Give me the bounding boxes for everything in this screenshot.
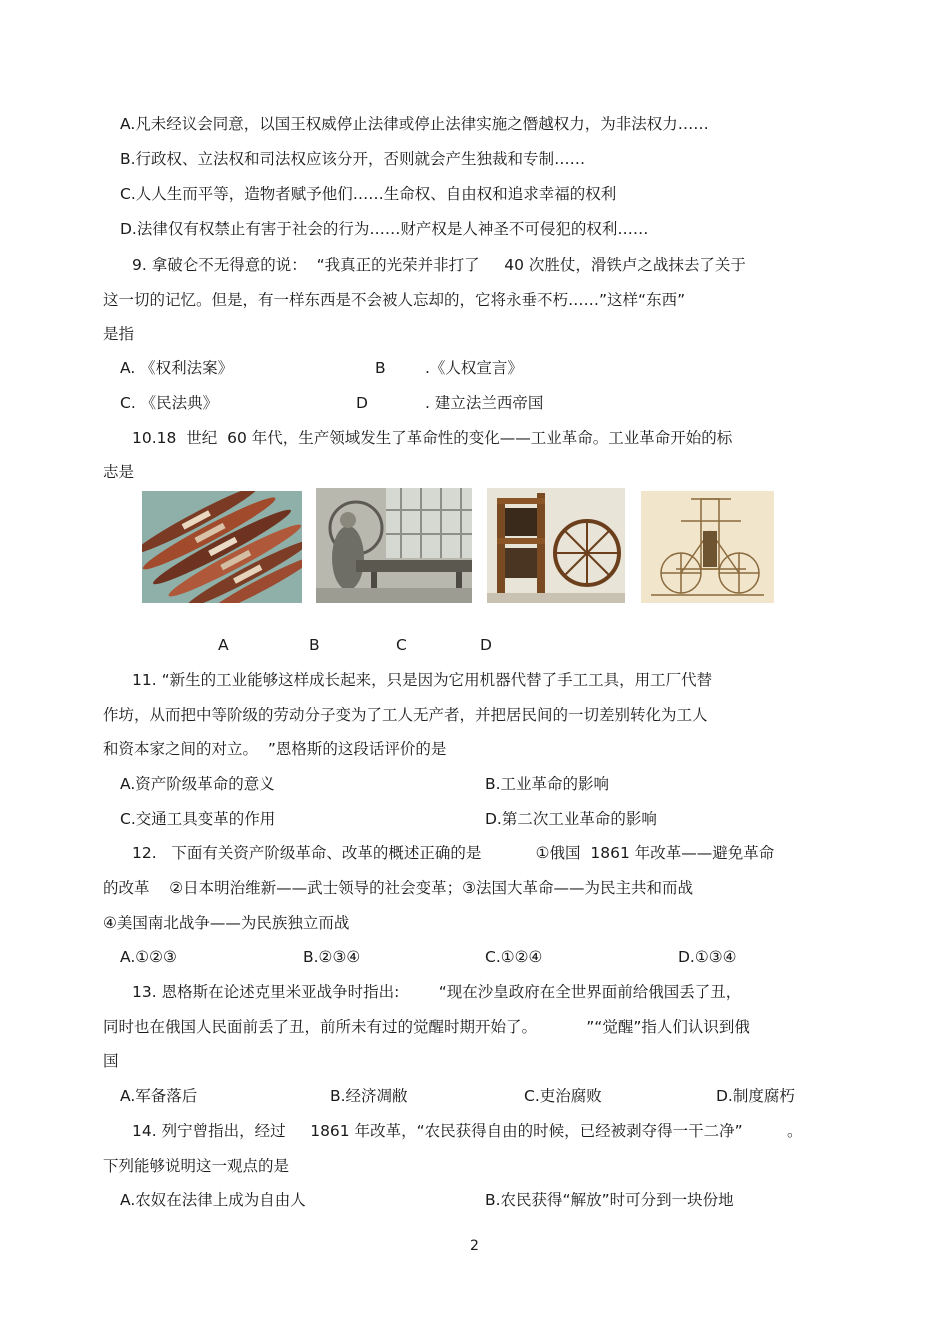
q11-option-d: D.第二次工业革命的影响: [485, 810, 657, 828]
q9-option-b: .《人权宣言》: [425, 359, 523, 377]
image-steam-engine-drawing: [641, 491, 774, 603]
q11-option-c: C.交通工具变革的作用: [120, 810, 276, 828]
q13-stem-line1: 13. 恩格斯在论述克里米亚战争时指出: “现在沙皇政府在全世界面前给俄国丢了丑，: [132, 983, 742, 1001]
q11-option-b: B.工业革命的影响: [485, 775, 610, 793]
q10-label-a: A: [218, 636, 229, 654]
q13-option-a: A.军备落后: [120, 1087, 198, 1105]
q13-stem-line2: 同时也在俄国人民面前丢了丑，前所未有过的觉醒时期开始了。 ”“觉醒”指人们认识到俄: [103, 1018, 750, 1036]
q14-stem-line1: 14. 列宁曾指出，经过 1861 年改革，“农民获得自由的时候，已经被剥夺得一干二净” 。: [132, 1122, 803, 1140]
q9-option-d: . 建立法兰西帝国: [425, 394, 544, 412]
q13-stem-line3: 国: [103, 1052, 119, 1070]
q11-option-a: A.资产阶级革命的意义: [120, 775, 275, 793]
q9-option-c: C. 《民法典》: [120, 394, 219, 412]
q10-label-b: B: [309, 636, 320, 654]
q12-option-c: C.①②④: [485, 948, 543, 966]
q9-stem-line2: 这一切的记忆。但是，有一样东西是不会被人忘却的，它将永垂不朽……”这样“东西”: [103, 291, 686, 309]
q13-option-b: B.经济凋敝: [330, 1087, 408, 1105]
q14-option-b: B.农民获得“解放”时可分到一块份地: [485, 1191, 734, 1209]
q10-label-c: C: [396, 636, 407, 654]
q9-stem-line1: 9. 拿破仑不无得意的说： “我真正的光荣并非打了 40 次胜仗，滑铁卢之战抹去了关于: [132, 256, 746, 274]
q10-label-d: D: [480, 636, 492, 654]
q14-option-a: A.农奴在法律上成为自由人: [120, 1191, 306, 1209]
q12-option-b: B.②③④: [303, 948, 361, 966]
q12-stem-line3: ④美国南北战争——为民族独立而战: [103, 914, 350, 932]
q11-stem-line1: 11. “新生的工业能够这样成长起来，只是因为它用机器代替了手工工具，用工厂代替: [132, 671, 713, 689]
q12-option-d: D.①③④: [678, 948, 737, 966]
q8-option-a: A.凡未经议会同意，以国王权威停止法律或停止法律实施之僭越权力，为非法权力……: [120, 115, 709, 133]
q14-stem-line2: 下列能够说明这一观点的是: [103, 1157, 290, 1175]
q9-option-b-letter: B: [375, 359, 386, 377]
q11-stem-line3: 和资本家之间的对立。 ”恩格斯的这段话评价的是: [103, 740, 447, 758]
q8-option-c: C.人人生而平等，造物者赋予他们……生命权、自由权和追求幸福的权利: [120, 185, 617, 203]
q10-stem-line1: 10.18 世纪 60 年代，生产领域发生了革命性的变化——工业革命。工业革命开始的标: [132, 429, 733, 447]
q8-option-b: B.行政权、立法权和司法权应该分开，否则就会产生独裁和专制……: [120, 150, 586, 168]
q12-stem-line2: 的改革 ②日本明治维新——武士领导的社会变革；③法国大革命——为民主共和而战: [103, 879, 694, 897]
q13-option-d: D.制度腐朽: [716, 1087, 795, 1105]
image-water-frame: [487, 488, 625, 603]
q13-option-c: C.吏治腐败: [524, 1087, 602, 1105]
image-flying-shuttles: [142, 491, 302, 603]
q10-stem-line2: 志是: [103, 463, 135, 481]
q8-option-d: D.法律仅有权禁止有害于社会的行为……财产权是人神圣不可侵犯的权利……: [120, 220, 649, 238]
q9-option-d-letter: D: [356, 394, 368, 412]
q12-stem-line1: 12. 下面有关资产阶级革命、改革的概述正确的是 ①俄国 1861 年改革——避免革命: [132, 844, 775, 862]
image-spinning-jenny-worker: [316, 488, 472, 603]
q9-stem-line3: 是指: [103, 325, 135, 343]
q12-option-a: A.①②③: [120, 948, 177, 966]
page-number: 2: [470, 1238, 479, 1254]
q11-stem-line2: 作坊，从而把中等阶级的劳动分子变为了工人无产者，并把居民间的一切差别转化为工人: [103, 706, 708, 724]
q9-option-a: A. 《权利法案》: [120, 359, 234, 377]
